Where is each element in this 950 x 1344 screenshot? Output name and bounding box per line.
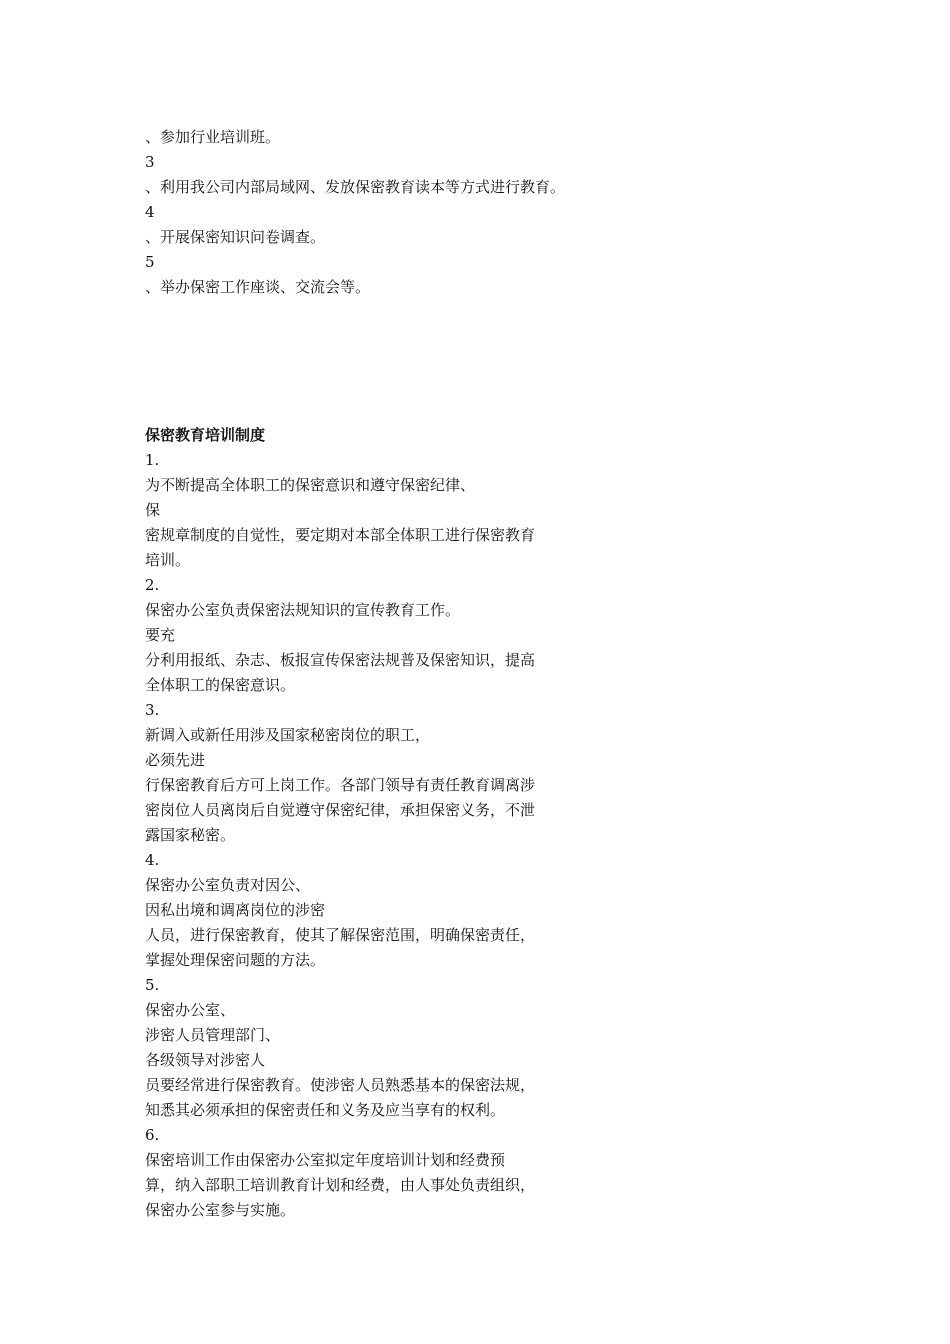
text-line: 、参加行业培训班。 bbox=[145, 128, 281, 146]
text-line: 掌握处理保密问题的方法。 bbox=[145, 951, 326, 969]
top-section bbox=[145, 125, 825, 300]
text-line: 要充 bbox=[145, 626, 176, 644]
item-number: 5. bbox=[145, 976, 160, 994]
text-line: 保密办公室负责对因公、 bbox=[145, 876, 311, 894]
text-line: 、开展保密知识问卷调查。 bbox=[145, 228, 326, 246]
text-line: 为不断提高全体职工的保密意识和遵守保密纪律、 bbox=[145, 476, 476, 494]
text-line: 保密培训工作由保密办公室拟定年度培训计划和经费预 bbox=[145, 1151, 506, 1169]
text-line: 算，纳入部职工培训教育计划和经费，由人事处负责组织， bbox=[145, 1176, 536, 1194]
text-line: 人员，进行保密教育，使其了解保密范围，明确保密责任， bbox=[145, 926, 536, 944]
text-line: 露国家秘密。 bbox=[145, 826, 236, 844]
text-line: 密规章制度的自觉性，要定期对本部全体职工进行保密教育 bbox=[145, 526, 536, 544]
text-line: 必须先进 bbox=[145, 751, 206, 769]
item-number: 2. bbox=[145, 576, 160, 594]
text-line: 行保密教育后方可上岗工作。各部门领导有责任教育调离涉 bbox=[145, 776, 536, 794]
text-line: 分利用报纸、杂志、板报宣传保密法规普及保密知识，提高 bbox=[145, 651, 536, 669]
item-number: 3. bbox=[145, 701, 160, 719]
text-line: 知悉其必须承担的保密责任和义务及应当享有的权利。 bbox=[145, 1101, 506, 1119]
text-line: 全体职工的保密意识。 bbox=[145, 676, 296, 694]
text-line: 、利用我公司内部局域网、发放保密教育读本等方式进行教育。 bbox=[145, 178, 566, 196]
text-line: 新调入或新任用涉及国家秘密岗位的职工， bbox=[145, 726, 431, 744]
item-number: 4 bbox=[145, 203, 155, 221]
text-line: 因私出境和调离岗位的涉密 bbox=[145, 901, 326, 919]
text-line: 各级领导对涉密人 bbox=[145, 1051, 266, 1069]
item-number: 1. bbox=[145, 451, 160, 469]
text-line: 保密办公室参与实施。 bbox=[145, 1201, 296, 1219]
text-line: 保密办公室、 bbox=[145, 1001, 236, 1019]
text-line: 保密办公室负责保密法规知识的宣传教育工作。 bbox=[145, 601, 461, 619]
item-number: 6. bbox=[145, 1126, 160, 1144]
text-line: 员要经常进行保密教育。使涉密人员熟悉基本的保密法规， bbox=[145, 1076, 536, 1094]
text-line: 培训。 bbox=[145, 551, 191, 569]
text-line: 涉密人员管理部门、 bbox=[145, 1026, 281, 1044]
text-line: 密岗位人员离岗后自觉遵守保密纪律，承担保密义务，不泄 bbox=[145, 801, 536, 819]
text-line: 、举办保密工作座谈、交流会等。 bbox=[145, 278, 371, 296]
section-title: 保密教育培训制度 bbox=[145, 426, 266, 444]
regulation-section bbox=[145, 423, 825, 1223]
item-number: 4. bbox=[145, 851, 160, 869]
item-number: 5 bbox=[145, 253, 155, 271]
item-number: 3 bbox=[145, 153, 155, 171]
text-line: 保 bbox=[145, 501, 161, 519]
